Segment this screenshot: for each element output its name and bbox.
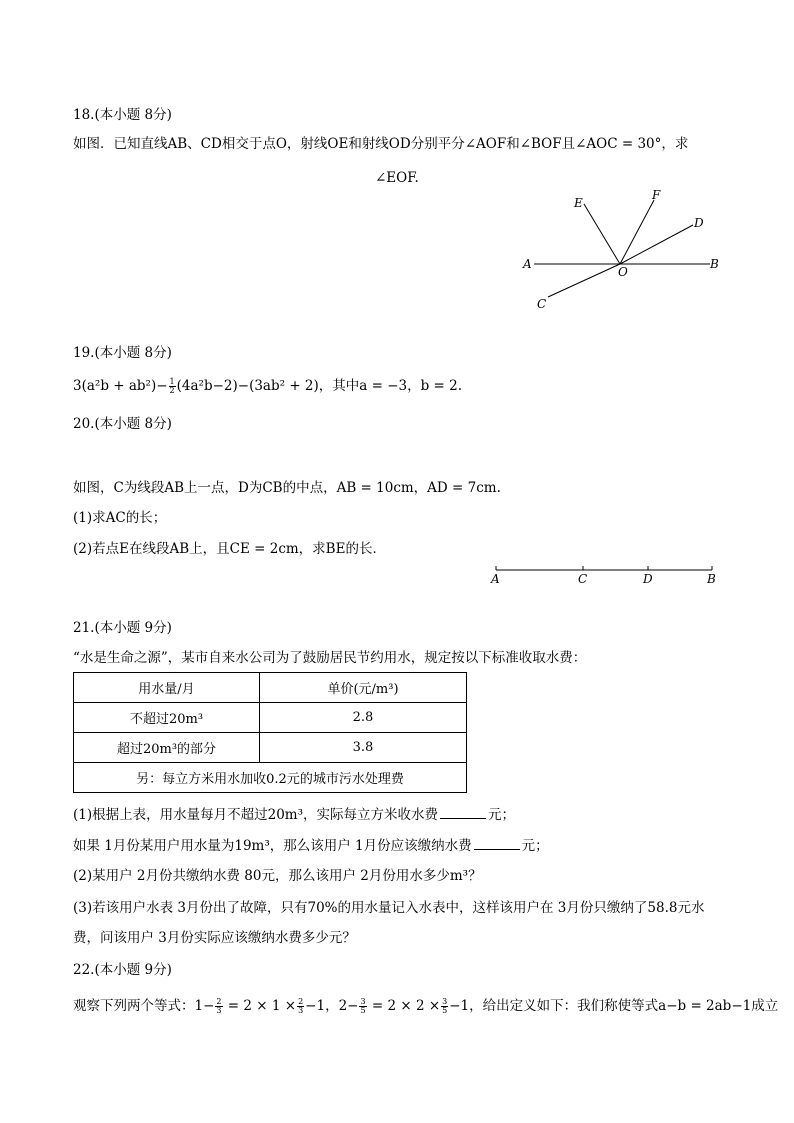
q22-fraction-4 <box>441 998 448 1015</box>
table-note-row <box>74 763 467 793</box>
table-row <box>74 703 467 733</box>
label-E: E <box>574 196 583 210</box>
q22-header: 22.(本小题 9分) <box>73 962 172 978</box>
q21-part1b-unit: 元； <box>521 838 549 854</box>
answer-blank-2[interactable] <box>474 835 520 850</box>
q21-part3-line2: 费，问该用户 3月份实际应该缴纳水费多少元？ <box>73 930 356 946</box>
label-O: O <box>618 265 628 279</box>
q19-fraction <box>169 378 176 395</box>
seg-label-C: C <box>578 572 588 586</box>
q19-frac-num: 1 <box>169 377 175 386</box>
seg-label-D: D <box>643 572 653 586</box>
q22-fraction-3 <box>359 998 366 1015</box>
q22-text-part2: = 2 × 1 × <box>223 998 297 1014</box>
table-cell-range: 不超过20m³ <box>74 703 260 733</box>
table-cell-price: 3.8 <box>260 733 467 763</box>
table-cell-price: 2.8 <box>260 703 467 733</box>
q19-expression <box>73 377 462 395</box>
q21-part1a <box>73 804 515 824</box>
frac-num: 3 <box>442 997 448 1006</box>
q20-header: 20.(本小题 8分) <box>73 416 172 432</box>
table-header-usage: 用水量/月 <box>74 673 260 703</box>
q22-fraction-2 <box>297 998 304 1015</box>
frac-den: 5 <box>442 1006 448 1015</box>
label-F: F <box>652 188 661 202</box>
q20-part1: (1)求AC的长； <box>73 510 167 526</box>
q21-part1a-text: (1)根据上表，用水量每月不超过20m³，实际每立方米收水费 <box>73 807 439 823</box>
q18-text-line1: 如图．已知直线AB、CD相交于点O，射线OE和射线OD分别平分∠AOF和∠BOF且∠AOC = 30°，求 <box>73 136 689 152</box>
table-note: 另：每立方米用水加收0.2元的城市污水处理费 <box>74 763 467 793</box>
q22-text <box>73 997 778 1015</box>
q21-part1a-unit: 元； <box>488 807 516 823</box>
table-header-price: 单价(元/m³) <box>260 673 467 703</box>
seg-label-B: B <box>707 572 716 586</box>
q21-part1b <box>73 835 549 855</box>
frac-den: 5 <box>360 1006 366 1015</box>
table-row <box>74 733 467 763</box>
q21-intro: “水是生命之源”，某市自来水公司为了鼓励居民节约用水，规定按以下标准收取水费： <box>73 650 587 666</box>
q18-text-line2: ∠EOF. <box>375 170 419 186</box>
q22-text-part3: −1，2− <box>305 998 359 1014</box>
label-D: D <box>694 216 704 230</box>
q22-text-part5: −1，给出定义如下：我们称使等式a−b = 2ab−1成立 <box>449 998 779 1014</box>
q19-frac-den: 2 <box>169 386 175 395</box>
table-header-row <box>74 673 467 703</box>
table-cell-range: 超过20m³的部分 <box>74 733 260 763</box>
q21-part2: (2)某用户 2月份共缴纳水费 80元，那么该用户 2月份用水多少m³？ <box>73 868 482 884</box>
water-fee-table <box>73 672 467 793</box>
label-A: A <box>523 257 532 271</box>
label-C: C <box>537 297 547 311</box>
q21-part1b-text: 如果 1月份某用户用水量为19m³，那么该用户 1月份应该缴纳水费 <box>73 838 472 854</box>
q22-text-part4: = 2 × 2 × <box>367 998 441 1014</box>
frac-num: 3 <box>360 997 366 1006</box>
q19-expr-part2: (4a²b−2)−(3ab² + 2)，其中a = −3，b = 2. <box>176 378 463 394</box>
frac-den: 3 <box>298 1006 304 1015</box>
frac-num: 2 <box>216 997 222 1006</box>
q21-part3-line1: (3)若该用户水表 3月份出了故障，只有70%的用水量记入水表中，这样该用户在 3月份只缴纳了58.8元水 <box>73 900 705 916</box>
frac-num: 2 <box>298 997 304 1006</box>
q21-header: 21.(本小题 9分) <box>73 620 172 636</box>
label-B: B <box>710 257 719 271</box>
segment-figure <box>486 560 726 590</box>
q20-part2: (2)若点E在线段AB上，且CE = 2cm，求BE的长． <box>73 541 386 557</box>
seg-label-A: A <box>491 572 500 586</box>
angle-figure <box>510 180 730 315</box>
q22-text-part1: 观察下列两个等式：1− <box>73 998 215 1014</box>
q22-fraction-1 <box>215 998 222 1015</box>
frac-den: 3 <box>216 1006 222 1015</box>
q20-text-line1: 如图，C为线段AB上一点，D为CB的中点，AB = 10cm，AD = 7cm. <box>73 480 501 496</box>
q19-header: 19.(本小题 8分) <box>73 345 172 361</box>
answer-blank-1[interactable] <box>440 804 486 819</box>
q19-expr-part1: 3(a²b + ab²)− <box>73 378 168 394</box>
q18-header: 18.(本小题 8分) <box>73 107 172 123</box>
